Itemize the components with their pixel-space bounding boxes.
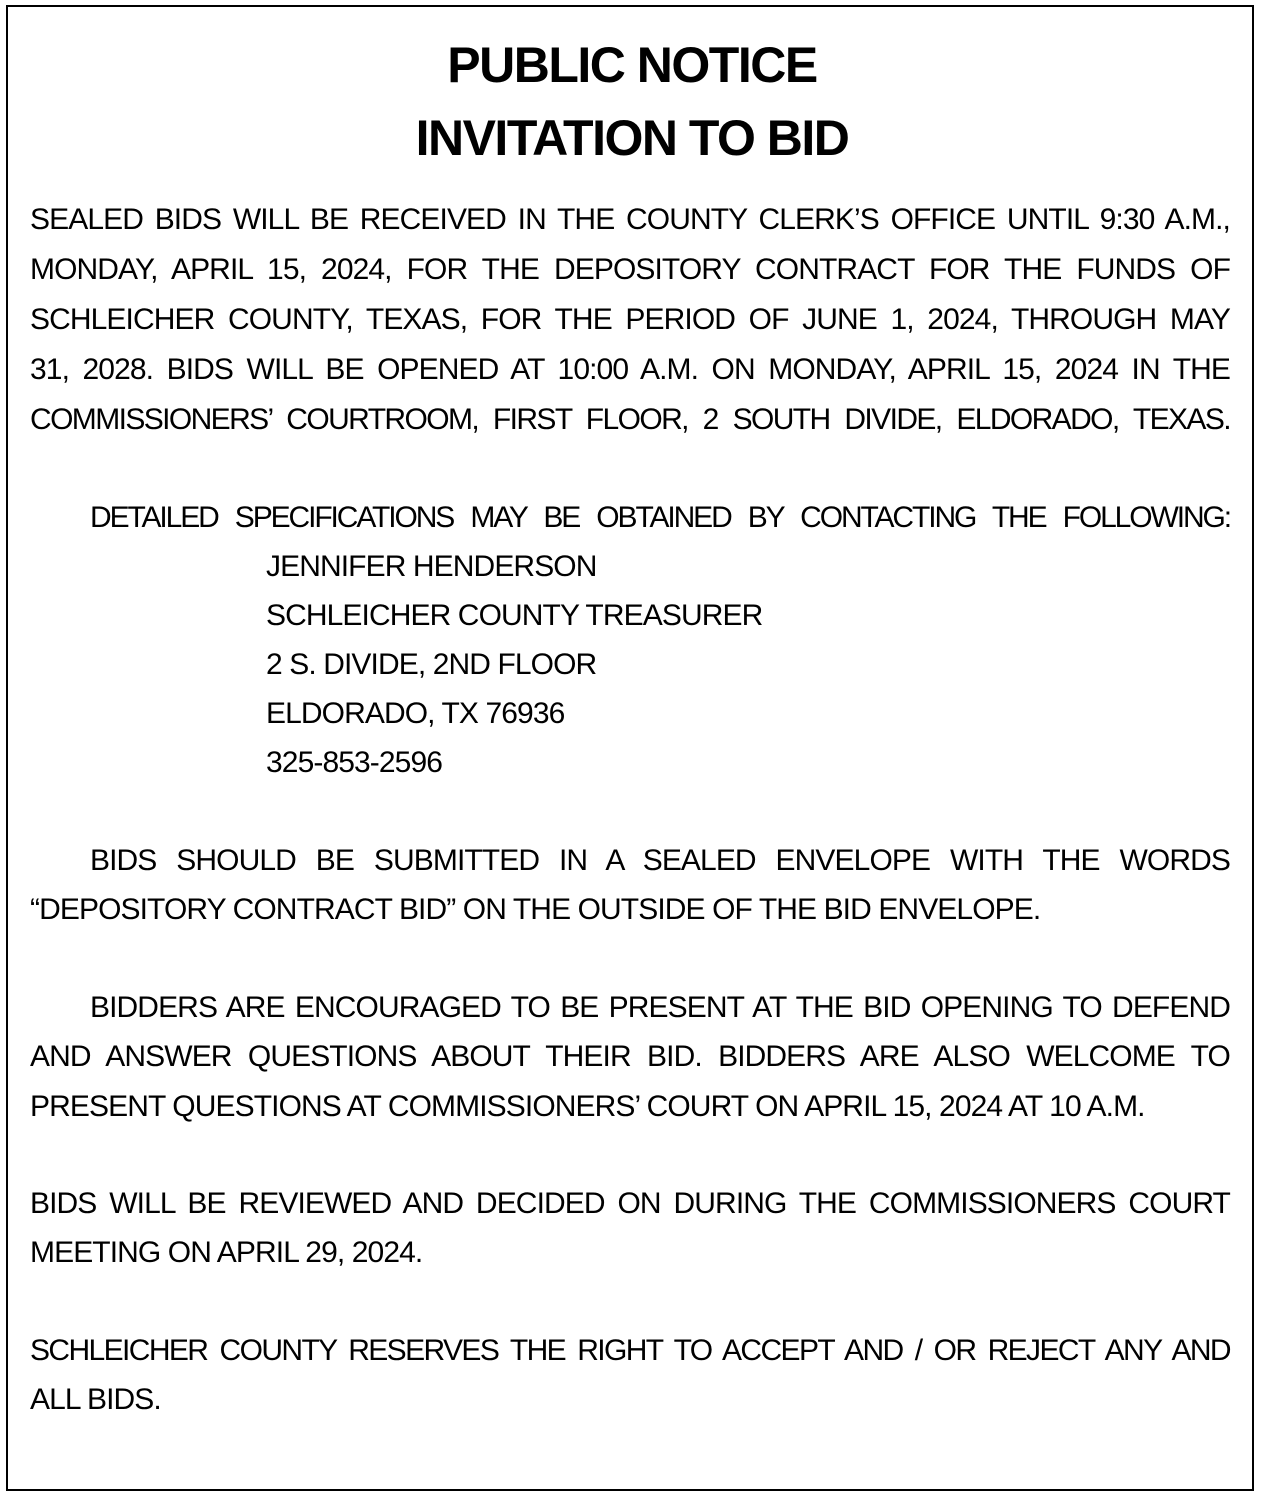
contact-name: JENNIFER HENDERSON	[266, 550, 597, 583]
paragraph-line: SCHLEICHER COUNTY RESERVES THE RIGHT TO ACCEPT AND / OR REJECT ANY AND	[30, 1334, 1230, 1367]
paragraph-line: 31, 2028. BIDS WILL BE OPENED AT 10:00 A.M. ON MONDAY, APRIL 15, 2024 IN THE	[30, 353, 1230, 386]
contact-address-line2: ELDORADO, TX 76936	[266, 697, 565, 730]
contact-title: SCHLEICHER COUNTY TREASURER	[266, 599, 763, 632]
contact-address-line1: 2 S. DIVIDE, 2ND FLOOR	[266, 648, 597, 681]
paragraph-line: ALL BIDS.	[30, 1383, 161, 1416]
paragraph-line: BIDS WILL BE REVIEWED AND DECIDED ON DURING THE COMMISSIONERS COURT	[30, 1187, 1230, 1220]
contact-phone: 325-853-2596	[266, 746, 443, 779]
paragraph-line: MEETING ON APRIL 29, 2024.	[30, 1236, 423, 1269]
notice-subtitle: INVITATION TO BID	[415, 110, 849, 166]
specifications-intro: DETAILED SPECIFICATIONS MAY BE OBTAINED BY CONTACTING THE FOLLOWING:	[90, 501, 1230, 534]
paragraph-line: PRESENT QUESTIONS AT COMMISSIONERS’ COURT ON APRIL 15, 2024 AT 10 A.M.	[30, 1090, 1145, 1123]
paragraph-line: COMMISSIONERS’ COURTROOM, FIRST FLOOR, 2 SOUTH DIVIDE, ELDORADO, TEXAS.	[30, 403, 1230, 436]
paragraph-line: MONDAY, APRIL 15, 2024, FOR THE DEPOSITORY CONTRACT FOR THE FUNDS OF	[30, 253, 1230, 286]
paragraph-line: “DEPOSITORY CONTRACT BID” ON THE OUTSIDE OF THE BID ENVELOPE.	[30, 893, 1041, 926]
paragraph-line: SCHLEICHER COUNTY, TEXAS, FOR THE PERIOD OF JUNE 1, 2024, THROUGH MAY	[30, 303, 1230, 336]
paragraph-line: AND ANSWER QUESTIONS ABOUT THEIR BID. BIDDERS ARE ALSO WELCOME TO	[30, 1040, 1230, 1073]
paragraph-line: SEALED BIDS WILL BE RECEIVED IN THE COUNTY CLERK’S OFFICE UNTIL 9:30 A.M.,	[30, 203, 1230, 236]
notice-frame	[6, 5, 1254, 1491]
paragraph-line: BIDDERS ARE ENCOURAGED TO BE PRESENT AT THE BID OPENING TO DEFEND	[90, 991, 1230, 1024]
notice-title: PUBLIC NOTICE	[447, 37, 817, 93]
paragraph-line: BIDS SHOULD BE SUBMITTED IN A SEALED ENVELOPE WITH THE WORDS	[90, 844, 1230, 877]
